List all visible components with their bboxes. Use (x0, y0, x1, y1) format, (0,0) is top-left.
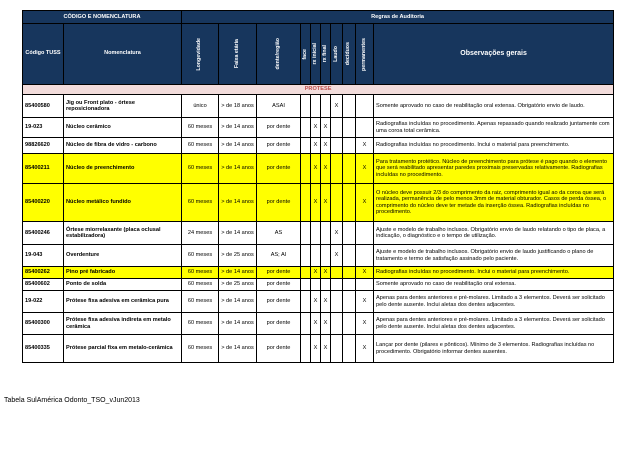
row-rx-inicial: X (311, 335, 321, 363)
col-deciduos (343, 24, 356, 85)
col-face-label: face (301, 48, 308, 60)
col-permanentes-label: permanentes (360, 37, 367, 71)
row-name: Jig ou Front plato - órtese reposicionadora (64, 95, 182, 118)
row-dente: por dente (257, 335, 301, 363)
row-laudo: X (331, 222, 343, 245)
row-rx-final: X (321, 118, 331, 138)
row-longevidade: 60 meses (182, 118, 219, 138)
col-dente-label: dente/região (274, 38, 281, 70)
row-longevidade: 60 meses (182, 267, 219, 279)
col-rx-final-label: rx final (321, 45, 328, 63)
col-rx-inicial-label: rx inicial (311, 43, 318, 65)
table-row (23, 95, 614, 118)
col-face (301, 24, 311, 85)
row-dente: por dente (257, 291, 301, 313)
row-deciduos (343, 279, 356, 291)
row-deciduos (343, 335, 356, 363)
row-code: 19-023 (23, 118, 64, 138)
row-longevidade: 60 meses (182, 184, 219, 222)
row-laudo: X (331, 95, 343, 118)
row-longevidade: 60 meses (182, 245, 219, 267)
row-dente: por dente (257, 313, 301, 335)
col-rx-final (321, 24, 331, 85)
col-rx-inicial (311, 24, 321, 85)
row-name: Prótese parcial fixa em metalo-cerâmica (64, 335, 182, 363)
row-faixa: > de 14 anos (219, 138, 257, 154)
row-name: Pino pré fabricado (64, 267, 182, 279)
row-laudo (331, 291, 343, 313)
row-rx-final (321, 279, 331, 291)
row-code: 85400262 (23, 267, 64, 279)
row-rx-final: X (321, 313, 331, 335)
row-permanentes (356, 279, 374, 291)
table-row (23, 138, 614, 154)
row-deciduos (343, 222, 356, 245)
row-code: 98826620 (23, 138, 64, 154)
audit-rules-table (22, 10, 614, 363)
row-observacoes: Somente aprovado no caso de reabilitação oral extensa. Obrigatório envio de laudo. (374, 95, 614, 118)
row-permanentes: X (356, 184, 374, 222)
col-laudo (331, 24, 343, 85)
row-rx-final: X (321, 154, 331, 184)
table-row (23, 335, 614, 363)
row-deciduos (343, 184, 356, 222)
row-laudo (331, 313, 343, 335)
col-faixa-label: Faixa etária (233, 39, 240, 69)
row-faixa: > de 14 anos (219, 335, 257, 363)
row-laudo (331, 154, 343, 184)
table-row (23, 184, 614, 222)
row-dente: por dente (257, 184, 301, 222)
row-observacoes: Radiografias incluídas no procedimento. Inclui o material para preenchimento. (374, 138, 614, 154)
row-rx-inicial (311, 245, 321, 267)
row-longevidade: 60 meses (182, 291, 219, 313)
row-dente: AS; AI (257, 245, 301, 267)
header-regras-auditoria: Regras de Auditoria (182, 11, 614, 24)
row-observacoes: Ajuste e modelo de trabalho inclusos. Obrigatório envio de laudo relatando o tipo de placa, a indicação, o diagnóstico e o tempo de utilização. (374, 222, 614, 245)
col-longevidade-label: Longevidade (196, 37, 203, 71)
table-row (23, 313, 614, 335)
row-rx-inicial: X (311, 291, 321, 313)
row-deciduos (343, 267, 356, 279)
row-observacoes: Apenas para dentes anteriores e pré-molares. Limitado a 3 elementos. Deverá ser solicitado pelo dente ausente. Inclui aletas dos dentes adjacentes. (374, 313, 614, 335)
row-permanentes: X (356, 313, 374, 335)
col-nomenclatura: Nomenclatura (64, 24, 182, 85)
row-face (301, 267, 311, 279)
row-observacoes: Radiografias incluídas no procedimento. Apenas repassado quando realizado juntamente com uma coroa total cerâmica. (374, 118, 614, 138)
table-row (23, 222, 614, 245)
row-rx-final: X (321, 335, 331, 363)
row-permanentes (356, 118, 374, 138)
row-faixa: > de 14 anos (219, 313, 257, 335)
row-laudo (331, 267, 343, 279)
section-protese: PROTESE (23, 85, 614, 95)
row-faixa: > de 18 anos (219, 95, 257, 118)
row-rx-final (321, 245, 331, 267)
row-faixa: > de 14 anos (219, 267, 257, 279)
row-observacoes: Radiografias incluídas no procedimento. Inclui o material para preenchimento. (374, 267, 614, 279)
row-rx-inicial (311, 222, 321, 245)
row-longevidade: único (182, 95, 219, 118)
row-laudo (331, 279, 343, 291)
row-code: 19-022 (23, 291, 64, 313)
col-dente-regiao (257, 24, 301, 85)
row-deciduos (343, 95, 356, 118)
row-face (301, 279, 311, 291)
row-code: 85400602 (23, 279, 64, 291)
col-longevidade (182, 24, 219, 85)
row-face (301, 138, 311, 154)
row-name: Núcleo metálico fundido (64, 184, 182, 222)
row-laudo (331, 138, 343, 154)
col-observacoes: Observações gerais (374, 24, 614, 85)
row-longevidade: 60 meses (182, 138, 219, 154)
row-rx-final (321, 222, 331, 245)
row-rx-inicial: X (311, 138, 321, 154)
row-code: 85400220 (23, 184, 64, 222)
row-laudo: X (331, 245, 343, 267)
row-name: Órtese miorrelaxante (placa oclusal estabilizadora) (64, 222, 182, 245)
table-row (23, 279, 614, 291)
row-rx-final: X (321, 138, 331, 154)
row-deciduos (343, 291, 356, 313)
row-rx-inicial: X (311, 184, 321, 222)
row-rx-inicial (311, 95, 321, 118)
row-longevidade: 60 meses (182, 279, 219, 291)
row-observacoes: Apenas para dentes anteriores e pré-molares. Limitado a 3 elementos. Deverá ser solicitado pelo dente ausente. Inclui aletas dos dentes adjacentes. (374, 291, 614, 313)
col-codigo-tuss: Código TUSS (23, 24, 64, 85)
row-face (301, 95, 311, 118)
row-name: Overdenture (64, 245, 182, 267)
row-permanentes: X (356, 335, 374, 363)
row-laudo (331, 184, 343, 222)
row-face (301, 184, 311, 222)
row-dente: por dente (257, 154, 301, 184)
row-code: 19-043 (23, 245, 64, 267)
row-faixa: > de 14 anos (219, 291, 257, 313)
table-row (23, 267, 614, 279)
header-codigo-nomenclatura: CÓDIGO E NOMENCLATURA (23, 11, 182, 24)
row-longevidade: 60 meses (182, 335, 219, 363)
row-dente: por dente (257, 138, 301, 154)
col-deciduos-label: decíduos (345, 42, 352, 66)
row-name: Ponto de solda (64, 279, 182, 291)
row-observacoes: Lançar por dente (pilares e pônticos). Mínimo de 3 elementos. Radiografias incluídas no procedimento. Obrigatório informar dentes ausentes. (374, 335, 614, 363)
row-name: Prótese fixa adesiva indireta em metalo cerâmica (64, 313, 182, 335)
row-permanentes (356, 245, 374, 267)
row-observacoes: Ajuste e modelo de trabalho inclusos. Obrigatório envio de laudo justificando o plano de tratamento e termo de satisfação assinado pelo paciente. (374, 245, 614, 267)
row-permanentes: X (356, 291, 374, 313)
row-dente: por dente (257, 279, 301, 291)
row-deciduos (343, 118, 356, 138)
table-row (23, 245, 614, 267)
row-longevidade: 60 meses (182, 154, 219, 184)
row-observacoes: Somente aprovado no caso de reabilitação oral extensa. (374, 279, 614, 291)
row-code: 85400300 (23, 313, 64, 335)
table-row (23, 291, 614, 313)
row-face (301, 335, 311, 363)
row-rx-inicial: X (311, 313, 321, 335)
row-permanentes (356, 95, 374, 118)
row-faixa: > de 25 anos (219, 279, 257, 291)
row-rx-final (321, 95, 331, 118)
row-face (301, 118, 311, 138)
row-permanentes: X (356, 138, 374, 154)
row-face (301, 222, 311, 245)
row-rx-final: X (321, 184, 331, 222)
row-name: Núcleo de fibra de vidro - carbono (64, 138, 182, 154)
row-rx-final: X (321, 291, 331, 313)
row-permanentes (356, 222, 374, 245)
row-deciduos (343, 154, 356, 184)
row-rx-final: X (321, 267, 331, 279)
row-face (301, 291, 311, 313)
row-code: 85400335 (23, 335, 64, 363)
row-faixa: > de 14 anos (219, 154, 257, 184)
row-permanentes: X (356, 267, 374, 279)
row-faixa: > de 25 anos (219, 245, 257, 267)
table-row (23, 154, 614, 184)
row-code: 85400211 (23, 154, 64, 184)
row-permanentes: X (356, 154, 374, 184)
table-row (23, 118, 614, 138)
row-face (301, 154, 311, 184)
col-permanentes (356, 24, 374, 85)
row-observacoes: O núcleo deve possuir 2/3 do comprimento da raiz, comprimento igual ao da coroa que será realizada, permanência de pelo menos 3mm de material obturador. Casos de perda óssea, o comprimento do núcleo deve ter metade da inserção óssea. Radiografias incluídas no procedimento. (374, 184, 614, 222)
row-rx-inicial: X (311, 267, 321, 279)
row-code: 85400246 (23, 222, 64, 245)
row-code: 85400580 (23, 95, 64, 118)
row-dente: por dente (257, 267, 301, 279)
row-faixa: > de 14 anos (219, 222, 257, 245)
row-faixa: > de 14 anos (219, 118, 257, 138)
row-longevidade: 24 meses (182, 222, 219, 245)
row-laudo (331, 118, 343, 138)
row-faixa: > de 14 anos (219, 184, 257, 222)
row-dente: por dente (257, 118, 301, 138)
row-longevidade: 60 meses (182, 313, 219, 335)
footer-note: Tabela SulAmérica Odonto_TSO_vJun2013 (4, 397, 140, 404)
row-face (301, 245, 311, 267)
row-observacoes: Para tratamento protético. Núcleo de preenchimento para prótese é pago quando o elemento que será reabilitado apresentar paredes proximais preservadas relativamente. Radiografias incluídas no procedimento. (374, 154, 614, 184)
col-faixa-etaria (219, 24, 257, 85)
row-dente: ASAI (257, 95, 301, 118)
row-name: Núcleo de preenchimento (64, 154, 182, 184)
row-deciduos (343, 138, 356, 154)
row-rx-inicial (311, 279, 321, 291)
row-name: Núcleo cerâmico (64, 118, 182, 138)
row-face (301, 313, 311, 335)
row-name: Prótese fixa adesiva em cerâmica pura (64, 291, 182, 313)
row-deciduos (343, 313, 356, 335)
row-rx-inicial: X (311, 154, 321, 184)
row-laudo (331, 335, 343, 363)
row-deciduos (343, 245, 356, 267)
col-laudo-label: Laudo (332, 46, 339, 62)
row-rx-inicial: X (311, 118, 321, 138)
row-dente: AS (257, 222, 301, 245)
